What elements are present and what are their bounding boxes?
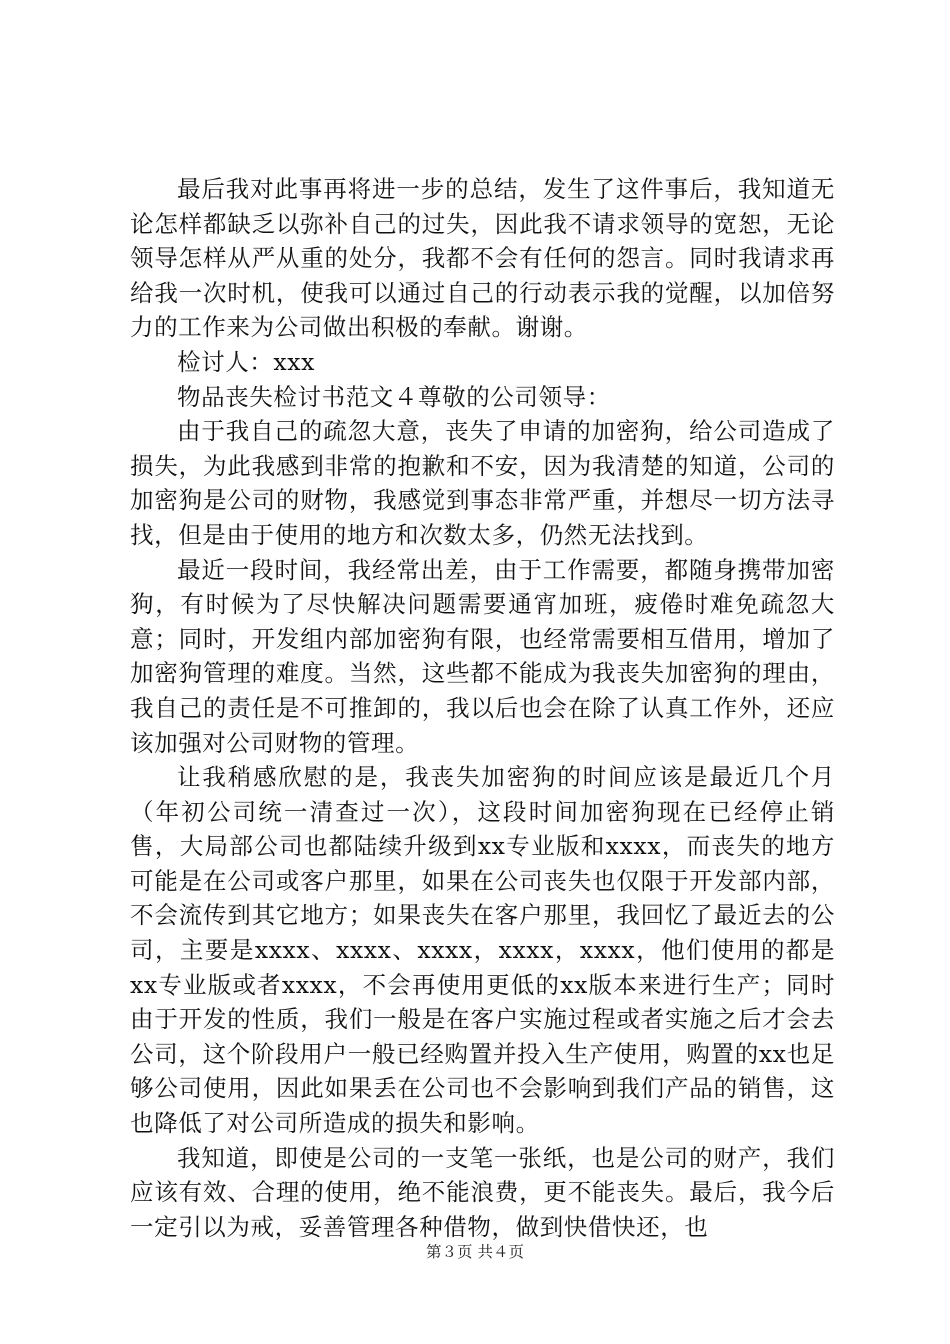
- paragraph-summary: 最后我对此事再将进一步的总结，发生了这件事后，我知道无论怎样都缺乏以弥补自己的过失，因此我不请求领导的宽恕，无论领导怎样从严从重的处分，我都不会有任何的怨言。同时我请求再给我一次时机，使我可以通过自己的行动表示我的觉醒，以加倍努力的工作来为公司做出积极的奉献。谢谢。: [130, 175, 835, 342]
- paragraph-commitment: 我知道，即使是公司的一支笔一张纸，也是公司的财产，我们应该有效、合理的使用，绝不能浪费，更不能丧失。最后，我今后一定引以为戒，妥善管理各种借物，做到快借快还，也: [130, 1143, 835, 1241]
- page-number-footer: 第３页 共４页: [426, 1243, 524, 1261]
- paragraph-circumstances: 最近一段时间，我经常出差，由于工作需要，都随身携带加密狗，有时候为了尽快解决问题需要通宵加班，疲倦时难免疏忽大意；同时，开发组内部加密狗有限，也经常需要相互借用，增加了加密狗管理的难度。当然，这些都不能成为我丧失加密狗的理由，我自己的责任是不可推卸的，我以后也会在除了认真工作外，还应该加强对公司财物的管理。: [130, 555, 835, 757]
- paragraph-section-heading: 物品丧失检讨书范文４尊敬的公司领导：: [177, 382, 611, 411]
- paragraph-signature: 检讨人：xxx: [177, 347, 315, 376]
- paragraph-loss-description: 由于我自己的疏忽大意，丧失了申请的加密狗，给公司造成了损失，为此我感到非常的抱歉和不安，因为我清楚的知道，公司的加密狗是公司的财物，我感觉到事态非常严重，并想尽一切方法寻找，但是由于使用的地方和次数太多，仍然无法找到。: [130, 417, 835, 549]
- document-body: [130, 172, 835, 1244]
- paragraph-impact-analysis: 让我稍感欣慰的是，我丧失加密狗的时间应该是最近几个月（年初公司统一清查过一次），这段时间加密狗现在已经停止销售，大局部公司也都陆续升级到xx专业版和xxxx，而丧失的地方可能是在公司或客户那里，如果在公司丧失也仅限于开发部内部，不会流传到其它地方；如果丧失在客户那里，我回忆了最近去的公司，主要是xxxx、xxxx、xxxx，xxxx，xxxx，他们使用的都是xx专业版或者xxxx，不会再使用更低的xx版本来进行生产；同时由于开发的性质，我们一般是在客户实施过程或者实施之后才会去公司，这个阶段用户一般已经购置并投入生产使用，购置的xx也足够公司使用，因此如果丢在公司也不会影响到我们产品的销售，这也降低了对公司所造成的损失和影响。: [130, 763, 835, 1138]
